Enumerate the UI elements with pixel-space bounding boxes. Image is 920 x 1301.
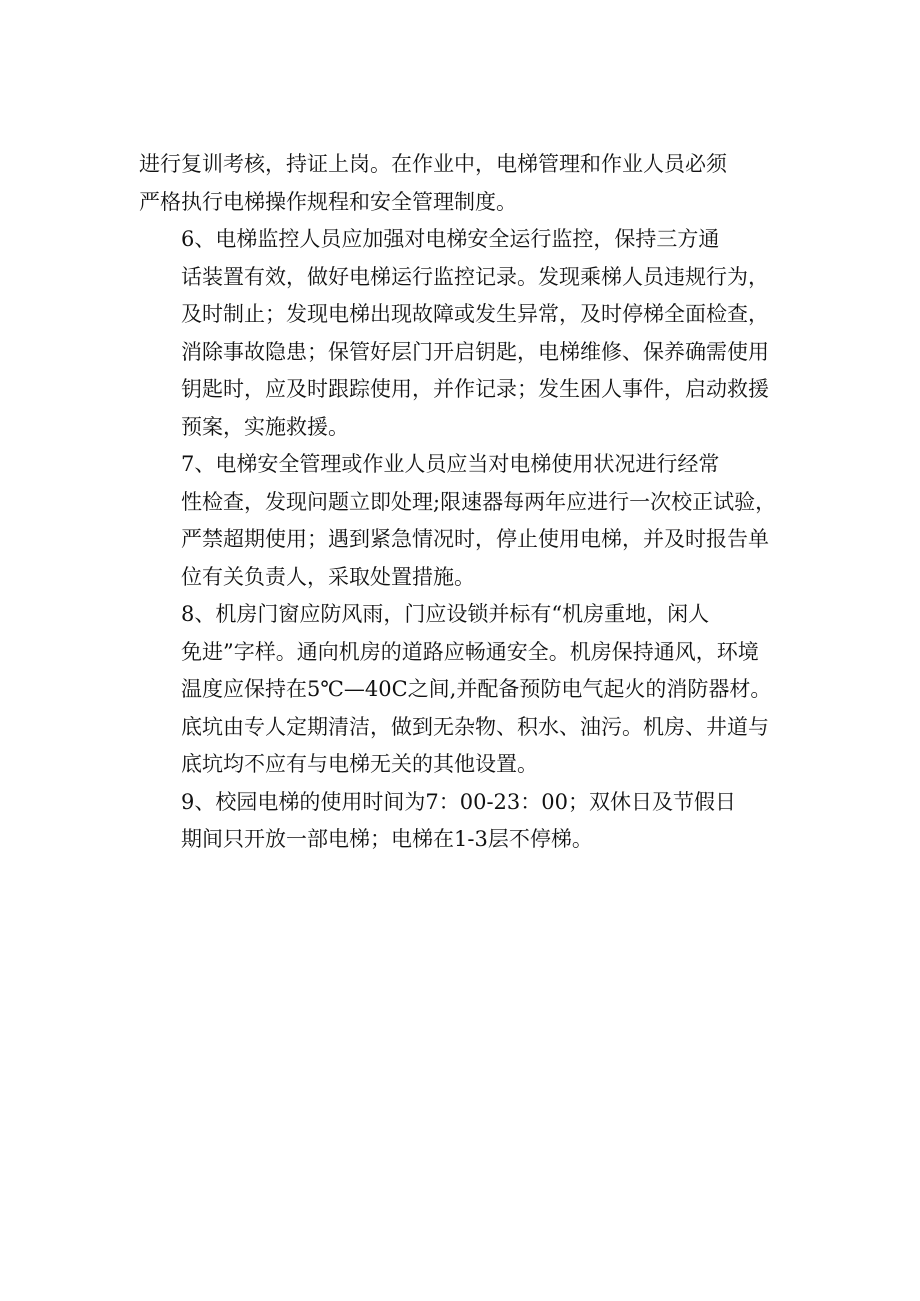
text-line: 性检查，发现问题立即处理;限速器每两年应进行一次校正试验， — [181, 489, 777, 514]
text-line: 6、电梯监控人员应加强对电梯安全运行监控，保持三方通 — [181, 227, 720, 251]
text-line: 话装置有效，做好电梯运行监控记录。发现乘梯人员违规行为， — [181, 264, 769, 289]
text-line: 9、校园电梯的使用时间为7：00-23：00；双休日及节假日 — [181, 789, 736, 814]
document-body — [139, 146, 785, 859]
text-line: 预案，实施救援。 — [181, 414, 349, 439]
text-line: 严格执行电梯操作规程和安全管理制度。 — [139, 189, 517, 214]
text-line: 底坑由专人定期清洁，做到无杂物、积水、油污。机房、井道与 — [181, 714, 769, 739]
text-line: 及时制止；发现电梯出现故障或发生异常，及时停梯全面检查， — [181, 302, 769, 326]
paragraph-item-7 — [139, 446, 785, 596]
text-line: 底坑均不应有与电梯无关的其他设置。 — [181, 752, 538, 776]
paragraph-item-9 — [139, 784, 785, 859]
text-line: 期间只开放一部电梯；电梯在1-3层不停梯。 — [181, 827, 593, 851]
paragraph-continued — [139, 146, 785, 221]
text-line: 位有关负责人，采取处置措施。 — [181, 564, 475, 589]
text-line: 免进”字样。通向机房的道路应畅通安全。机房保持通风，环境 — [181, 639, 759, 664]
text-line: 消除事故隐患；保管好层门开启钥匙，电梯维修、保养确需使用 — [181, 339, 769, 364]
text-line: 进行复训考核，持证上岗。在作业中，电梯管理和作业人员必须 — [139, 152, 727, 176]
text-line: 温度应保持在5℃—40C之间,并配备预防电气起火的消防器材。 — [181, 677, 772, 701]
text-line: 7、电梯安全管理或作业人员应当对电梯使用状况进行经常 — [181, 452, 720, 476]
paragraph-item-8 — [139, 596, 785, 784]
text-line: 8、机房门窗应防风雨，门应设锁并标有“机房重地，闲人 — [181, 602, 710, 626]
text-line: 严禁超期使用；遇到紧急情况时，停止使用电梯，并及时报告单 — [181, 527, 769, 551]
text-line: 钥匙时，应及时跟踪使用，并作记录；发生困人事件，启动救援 — [181, 377, 769, 401]
paragraph-item-6 — [139, 221, 785, 446]
